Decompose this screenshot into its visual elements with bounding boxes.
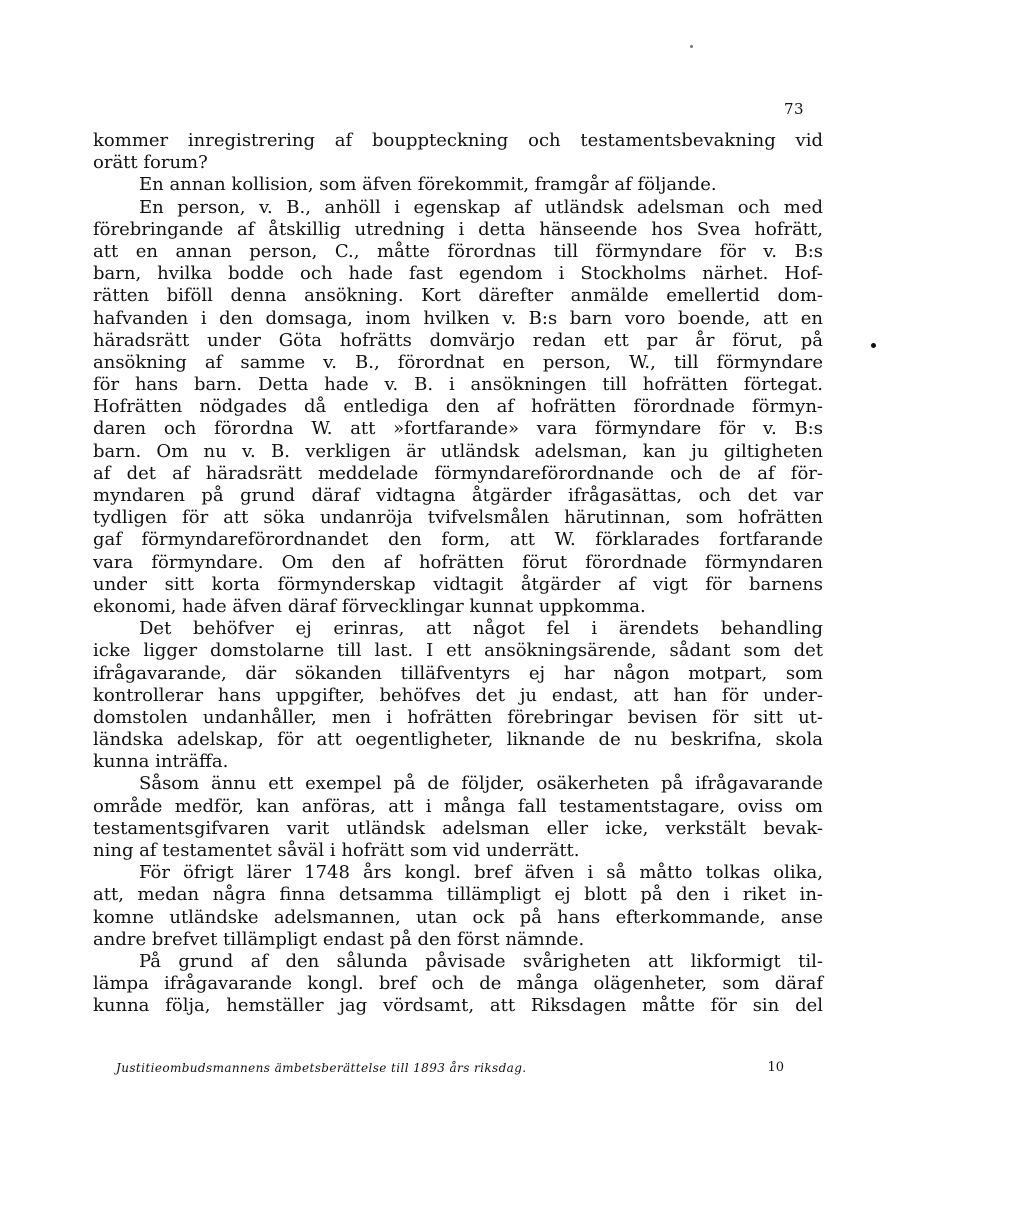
footer-signature: Justitieombudsmannens ämbetsberättelse till 1893 års riksdag. bbox=[116, 1061, 527, 1075]
text-line: rätten biföll denna ansökning. Kort därefter anmälde emellertid dom- bbox=[93, 285, 823, 307]
text-line: Såsom ännu ett exempel på de följder, osäkerheten på ifrågavarande bbox=[139, 773, 823, 795]
text-line: Hofrätten nödgades då entlediga den af hofrätten förordnade förmyn- bbox=[93, 396, 823, 418]
text-line: En annan kollision, som äfven förekommit, framgår af följande. bbox=[139, 174, 717, 196]
text-line: ifrågavarande, där sökanden tilläfventyrs ej har någon motpart, som bbox=[93, 662, 823, 684]
body-text bbox=[93, 130, 823, 1018]
text-line: orätt forum? bbox=[93, 152, 208, 174]
text-line: vara förmyndare. Om den af hofrätten förut förordnade förmyndaren bbox=[93, 551, 823, 573]
text-line: för hans barn. Detta hade v. B. i ansökningen till hofrätten förtegat. bbox=[93, 374, 823, 396]
sheet-number: 10 bbox=[767, 1060, 784, 1075]
text-line: lämpa ifrågavarande kongl. bref och de många olägenheter, som däraf bbox=[93, 973, 823, 995]
text-line: ekonomi, hade äfven däraf förvecklingar kunnat uppkomma. bbox=[93, 595, 646, 617]
text-line: andre brefvet tillämpligt endast på den först nämnde. bbox=[93, 928, 585, 950]
text-line: daren och förordna W. att »fortfarande» vara förmyndare för v. B:s bbox=[93, 418, 823, 440]
text-line: kommer inregistrering af bouppteckning och testamentsbevakning vid bbox=[93, 130, 823, 151]
text-line: ansökning af samme v. B., förordnat en person, W., till förmyndare bbox=[93, 351, 823, 373]
page-number: 73 bbox=[784, 100, 805, 118]
margin-speck bbox=[871, 343, 876, 348]
text-line: af det af häradsrätt meddelade förmyndareförordnande och de af för- bbox=[93, 462, 823, 484]
text-line: komne utländske adelsmannen, utan ock på hans efterkommande, anse bbox=[93, 906, 823, 928]
text-line: barn, hvilka bodde och hade fast egendom i Stockholms närhet. Hof- bbox=[93, 263, 823, 285]
text-line: barn. Om nu v. B. verkligen är utländsk adelsman, kan ju giltigheten bbox=[93, 440, 823, 462]
text-line: En person, v. B., anhöll i egenskap af utländsk adelsman och med bbox=[139, 196, 823, 218]
text-line: förebringande af åtskillig utredning i detta hänseende hos Svea hofrätt, bbox=[93, 218, 823, 240]
text-line: ländska adelskap, för att oegentligheter, liknande de nu beskrifna, skola bbox=[93, 729, 823, 751]
text-line: myndaren på grund däraf vidtagna åtgärder ifrågasättas, och det var bbox=[93, 485, 823, 506]
text-line: kontrollerar hans uppgifter, behöfves det ju endast, att han för under- bbox=[93, 684, 823, 706]
text-line: hafvanden i den domsaga, inom hvilken v. B:s barn voro boende, att en bbox=[93, 307, 823, 329]
text-line: testamentsgifvaren varit utländsk adelsman eller icke, verkstält bevak- bbox=[93, 817, 823, 839]
text-line: På grund af den sålunda påvisade svårigheten att likformigt til- bbox=[139, 950, 823, 972]
text-line: häradsrätt under Göta hofrätts domvärjo redan ett par år förut, på bbox=[93, 329, 823, 351]
text-line: Det behöfver ej erinras, att något fel i ärendets behandling bbox=[139, 618, 823, 640]
text-line: tydligen för att söka undanröja tvifvelsmålen härutinnan, som hofrätten bbox=[93, 507, 823, 529]
text-line: För öfrigt lärer 1748 års kongl. bref äfven i så måtto tolkas olika, bbox=[139, 862, 823, 884]
text-line: kunna inträffa. bbox=[93, 751, 229, 773]
top-speck bbox=[690, 45, 693, 48]
text-line: område medför, kan anföras, att i många fall testamentstagare, oviss om bbox=[93, 795, 823, 817]
page-footer bbox=[116, 1058, 784, 1078]
text-line: att en annan person, C., måtte förordnas till förmyndare för v. B:s bbox=[93, 240, 823, 262]
text-line: gaf förmyndareförordnandet den form, att W. förklarades fortfarande bbox=[93, 529, 823, 551]
text-line: ning af testamentet såväl i hofrätt som vid underrätt. bbox=[93, 840, 580, 861]
text-line: att, medan några finna detsamma tillämpligt ej blott på den i riket in- bbox=[93, 884, 823, 906]
text-line: kunna följa, hemställer jag vördsamt, att Riksdagen måtte för sin del bbox=[93, 995, 823, 1017]
text-line: icke ligger domstolarne till last. I ett ansökningsärende, sådant som det bbox=[93, 640, 823, 662]
text-line: domstolen undanhåller, men i hofrätten förebringar bevisen för sitt ut- bbox=[93, 706, 823, 728]
text-line: under sitt korta förmynderskap vidtagit åtgärder af vigt för barnens bbox=[93, 573, 823, 595]
